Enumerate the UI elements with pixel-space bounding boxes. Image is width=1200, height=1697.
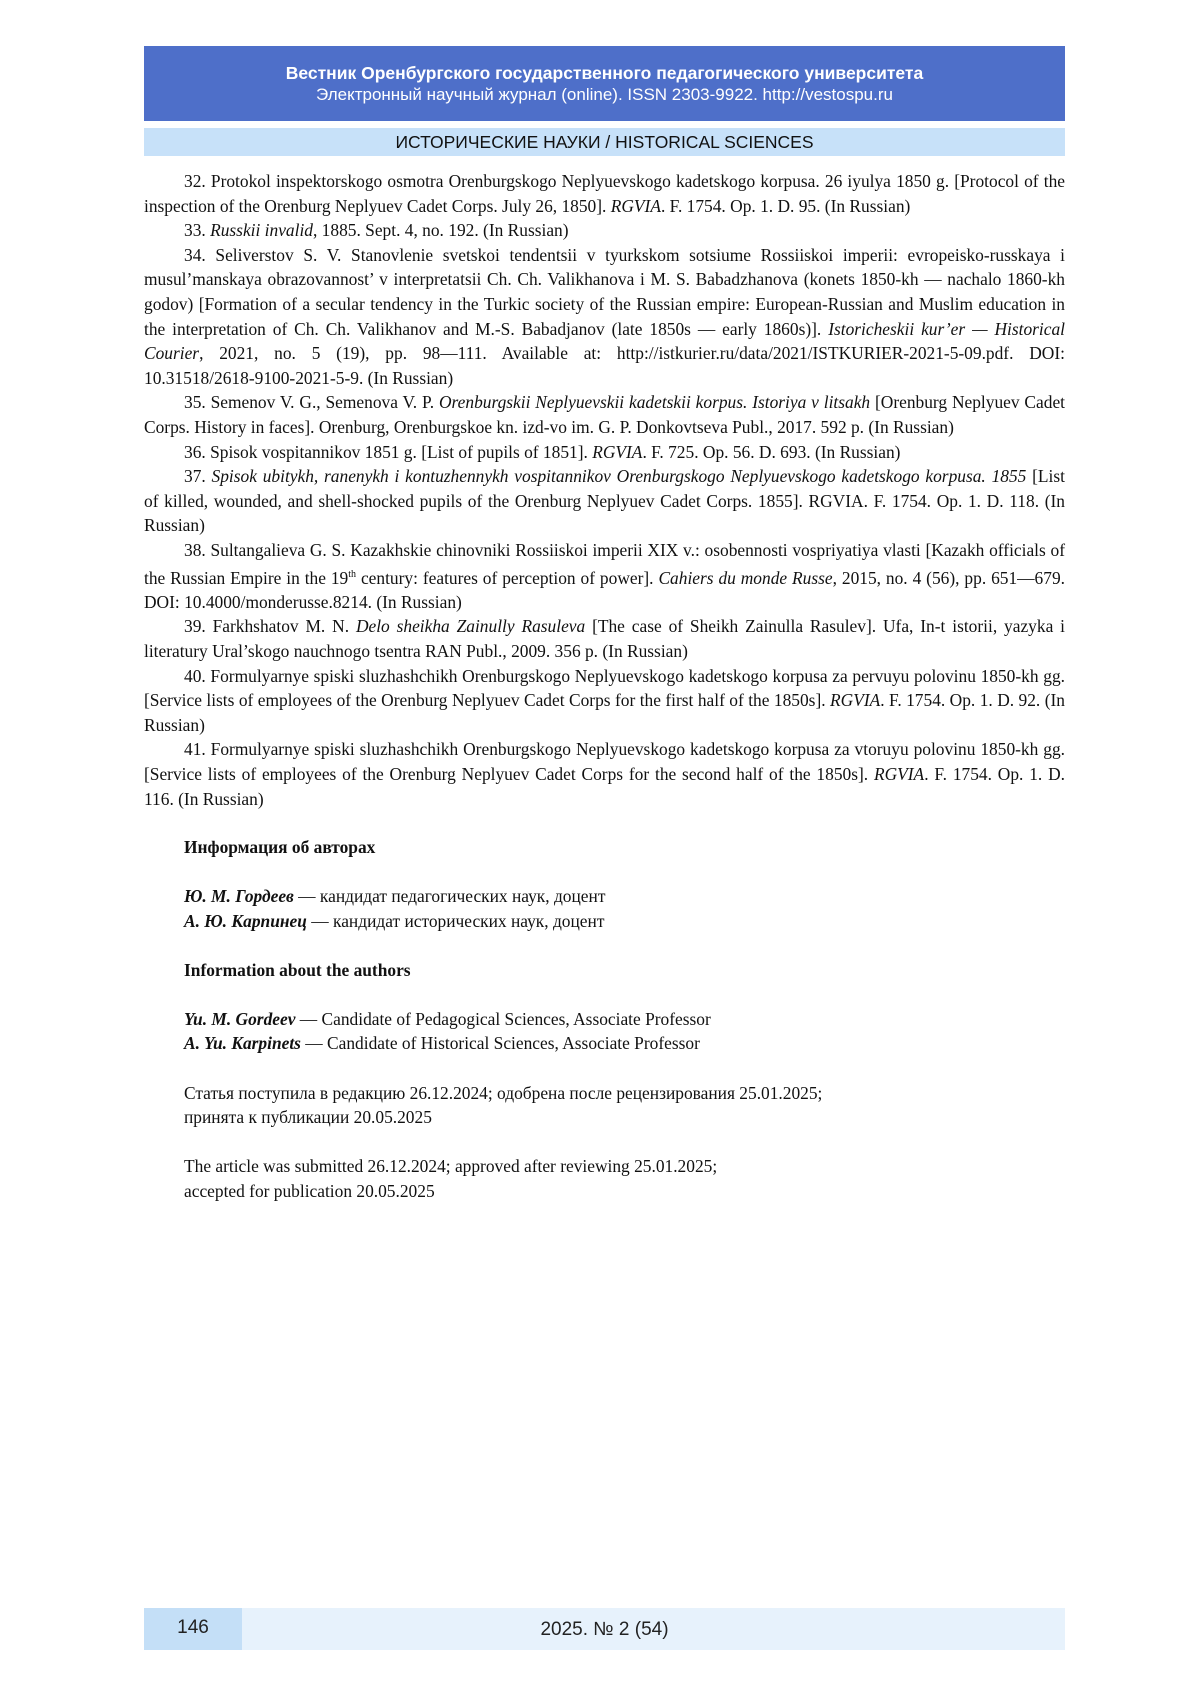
issue-label: 2025. № 2 (54) <box>540 1619 669 1640</box>
authors-heading-ru: Информация об авторах <box>184 837 376 858</box>
reference-item: 36. Spisok vospitannikov 1851 g. [List of pupils of 1851]. RGVIA. F. 725. Op. 56. D. 693. (In Russian) <box>184 441 901 462</box>
page-number: 146 <box>144 1608 242 1650</box>
author-line: Ю. М. Гордеев — кандидат педагогических наук, доцент <box>184 886 606 907</box>
submission-dates-en: The article was submitted 26.12.2024; approved after reviewing 25.01.2025; accepted for publication 20.05.2025 <box>184 1156 718 1201</box>
authors-heading-en: Information about the authors <box>184 959 411 980</box>
section-title: ИСТОРИЧЕСКИЕ НАУКИ / HISTORICAL SCIENCES <box>144 128 1065 156</box>
authors-info-en <box>184 958 1065 1056</box>
authors-info-ru <box>184 835 1065 933</box>
reference-item: 37. Spisok ubitykh, ranenykh i kontuzhennykh vospitannikov Orenburgskogo Neplyuevskogo kadetskogo korpusa. 1855 [List of killed, wounded, and shell-shocked pupils of the Orenburg Neplyuev Cadet Corps. 1855]. RGVIA. F. 1754. Op. 1. D. 118. (In Russian) <box>144 466 1065 536</box>
author-line: Yu. M. Gordeev — Candidate of Pedagogical Sciences, Associate Professor <box>184 1008 711 1029</box>
reference-item: 34. Seliverstov S. V. Stanovlenie svetskoi tendentsii v tyurkskom sotsiume Rossiiskoi imperii: evropeisko-russkaya i musul’manskaya obrazovannost’ v interpretatsii Ch. Ch. Valikhanova i M. S. Babadzhanova (konets 1850-kh — nachalo 1860-kh godov) [Formation of a secular tendency in the Turkic society of the Russian empire: European-Russian and Muslim education in the interpretation of Ch. Ch. Valikhanov and M.-S. Babadjanov (late 1850s — early 1860s)]. Istoricheskii kur’er — Historical Courier, 2021, no. 5 (19), pp. 98—111. Available at: http://istkurier.ru/data/2021/ISTKURIER-2021-5-09.pdf. DOI: 10.31518/2618-9100-2021-5-9. (In Russian) <box>144 244 1065 388</box>
reference-item: 35. Semenov V. G., Semenova V. P. Orenburgskii Neplyuevskii kadetskii korpus. Istoriya v litsakh [Orenburg Neplyuev Cadet Corps. History in faces]. Orenburg, Orenburgskoe kn. izd-vo im. G. P. Donkovtseva Publ., 2017. 592 p. (In Russian) <box>144 392 1065 437</box>
journal-title: Вестник Оренбургского государственного педагогического университета <box>285 63 924 83</box>
reference-item: 38. Sultangalieva G. S. Kazakhskie chinovniki Rossiiskoi imperii XIX v.: osobennosti vospriyatiya vlasti [Kazakh officials of the Russian Empire in the 19th century: features of perception of power]. Cahiers du monde Russe, 2015, no. 4 (56), pp. 651—679. DOI: 10.4000/monderusse.8214. (In Russian) <box>144 539 1065 612</box>
page-content <box>144 169 1065 1204</box>
reference-item: 33. Russkii invalid, 1885. Sept. 4, no. 192. (In Russian) <box>184 220 569 241</box>
author-line: A. Yu. Karpinets — Candidate of Historical Sciences, Associate Professor <box>184 1033 700 1054</box>
journal-header <box>144 46 1065 121</box>
reference-item: 32. Protokol inspektorskogo osmotra Orenburgskogo Neplyuevskogo kadetskogo korpusa. 26 iyulya 1850 g. [Protocol of the inspection of the Orenburg Neplyuev Cadet Corps. July 26, 1850]. RGVIA. F. 1754. Op. 1. D. 95. (In Russian) <box>144 171 1065 216</box>
reference-list <box>144 169 1065 811</box>
reference-item: 41. Formulyarnye spiski sluzhashchikh Orenburgskogo Neplyuevskogo kadetskogo korpusa za vtoruyu polovinu 1850-kh gg. [Service lists of employees of the Orenburg Neplyuev Cadet Corps for the second half of the 1850s]. RGVIA. F. 1754. Op. 1. D. 116. (In Russian) <box>144 739 1065 809</box>
journal-subtitle: Электронный научный журнал (online). ISSN 2303-9922. http://vestospu.ru <box>316 85 893 104</box>
reference-item: 39. Farkhshatov M. N. Delo sheikha Zainully Rasuleva [The case of Sheikh Zainulla Rasulev]. Ufa, In-t istorii, yazyka i literatury Ural’skogo nauchnogo tsentra RAN Publ., 2009. 356 p. (In Russian) <box>144 616 1065 662</box>
reference-item: 40. Formulyarnye spiski sluzhashchikh Orenburgskogo Neplyuevskogo kadetskogo korpusa za pervuyu polovinu 1850-kh gg. [Service lists of employees of the Orenburg Neplyuev Cadet Corps for the first half of the 1850s]. RGVIA. F. 1754. Op. 1. D. 92. (In Russian) <box>144 665 1065 735</box>
page-footer <box>144 1608 1065 1650</box>
author-line: А. Ю. Карпинец — кандидат исторических наук, доцент <box>184 911 605 932</box>
submission-dates-ru: Статья поступила в редакцию 26.12.2024; одобрена после рецензирования 25.01.2025; принята к публикации 20.05.2025 <box>184 1082 823 1128</box>
